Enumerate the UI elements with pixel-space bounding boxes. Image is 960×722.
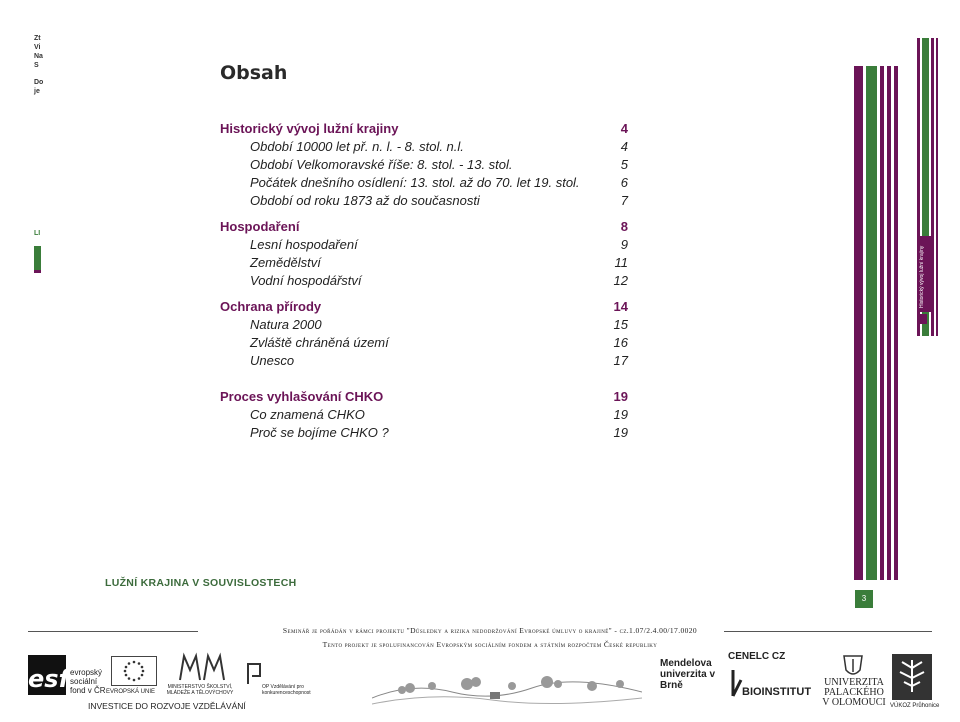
toc-section[interactable] — [220, 388, 628, 406]
esf-text: evropský sociální fond v ČR — [70, 668, 106, 695]
cenelc-text: CENELC CZ — [728, 651, 786, 662]
project-line-2: Tento projekt je spolufinancován Evropským sociálním fondem a státním rozpočtem České republiky — [322, 640, 658, 649]
toc-entry-page: 19 — [613, 425, 628, 440]
side-page-box — [917, 314, 927, 324]
toc-entry-page: 4 — [620, 121, 628, 136]
toc-entry-page: 11 — [614, 255, 628, 270]
op-logo — [246, 662, 262, 686]
toc-entry[interactable] — [220, 272, 628, 290]
toc-entry-page: 5 — [620, 157, 628, 172]
project-line-1: Seminář je pořádán v rámci projektu "Důsledky a rizika nedodržování Evropské úmluvy o krajině" - cz.1.07/2.4.00/17.0020 — [282, 626, 698, 635]
toc-entry[interactable] — [220, 334, 628, 352]
toc-entry-title: Období 10000 let př. n. l. - 8. stol. n.l. — [250, 139, 464, 154]
toc-entry-page: 19 — [613, 407, 628, 422]
eu-text: EVROPSKÁ UNIE — [106, 689, 156, 695]
toc-entry-title: Období od roku 1873 až do současnosti — [250, 193, 480, 208]
toc-section[interactable] — [220, 218, 628, 236]
toc-entry[interactable] — [220, 316, 628, 334]
toc-entry-page: 8 — [620, 219, 628, 234]
esf-logo: esf — [28, 655, 66, 695]
toc-entry[interactable] — [220, 236, 628, 254]
toc-entry-title: Historický vývoj lužní krajiny — [220, 121, 399, 136]
toc-entry-title: Zemědělství — [250, 255, 321, 270]
toc-entry-title: Lesní hospodaření — [250, 237, 358, 252]
toc-entry[interactable] — [220, 424, 628, 442]
toc-entry[interactable] — [220, 156, 628, 174]
toc-entry[interactable] — [220, 254, 628, 272]
toc-section[interactable] — [220, 120, 628, 138]
msmt-logo — [178, 652, 230, 682]
toc-entry-title: Natura 2000 — [250, 317, 322, 332]
toc-entry-title: Unesco — [250, 353, 295, 368]
footer-title: LUŽNÍ KRAJINA V SOUVISLOSTECH — [105, 577, 297, 589]
toc-entry-page: 17 — [613, 353, 628, 368]
vukoz-logo — [892, 654, 932, 700]
toc-entry[interactable] — [220, 138, 628, 156]
toc-entry-page: 14 — [613, 299, 628, 314]
toc-entry-title: Proč se bojíme CHKO ? — [250, 425, 389, 440]
toc-entry-title: Hospodaření — [220, 219, 300, 234]
toc-entry-page: 19 — [613, 389, 628, 404]
toc-entry-page: 6 — [620, 175, 628, 190]
page-number: 3 — [855, 590, 873, 608]
left-fragment-bar-accent — [34, 270, 41, 273]
toc-entry-page: 15 — [613, 317, 628, 332]
landscape-illustration — [372, 662, 642, 712]
msmt-text: MINISTERSTVO ŠKOLSTVÍ, MLÁDEŽE A TĚLOVÝCHOVY — [166, 684, 234, 696]
toc-entry-page: 4 — [620, 139, 628, 154]
side-label: Historický vývoj lužní krajiny — [919, 245, 925, 308]
left-fragment-bar — [34, 246, 41, 270]
toc-entry-page: 12 — [613, 273, 628, 288]
toc-entry-title: Co znamená CHKO — [250, 407, 365, 422]
toc-entry-page: 7 — [620, 193, 628, 208]
toc-entry-title: Počátek dnešního osídlení: 13. stol. až do 70. let 19. stol. — [250, 175, 580, 190]
toc-entry[interactable] — [220, 406, 628, 424]
toc-entry-page: 9 — [620, 237, 628, 252]
op-text: OP Vzdělávání pro konkurenceschopnost — [262, 684, 311, 696]
up-text: UNIVERZITA PALACKÉHO V OLOMOUCI — [822, 677, 886, 708]
left-fragment-heading: LI — [34, 230, 41, 237]
bioinstitut-text: BIOINSTITUT — [742, 686, 812, 698]
toc-entry[interactable] — [220, 192, 628, 210]
left-fragment-text: Zt Vi Na S Do je — [34, 35, 44, 95]
invest-text: INVESTICE DO ROZVOJE VZDĚLÁVÁNÍ — [88, 701, 246, 711]
toc-entry-title: Zvláště chráněná území — [250, 335, 389, 350]
toc-entry-title: Ochrana přírody — [220, 299, 322, 314]
table-of-contents — [220, 120, 628, 442]
toc-entry[interactable] — [220, 174, 628, 192]
toc-entry-title: Období Velkomoravské říše: 8. stol. - 13. stol. — [250, 157, 513, 172]
toc-entry-page: 16 — [613, 335, 628, 350]
toc-section[interactable] — [220, 298, 628, 316]
up-emblem — [842, 654, 864, 678]
toc-entry[interactable] — [220, 352, 628, 370]
toc-entry-title: Proces vyhlašování CHKO — [220, 389, 384, 404]
side-label-box — [917, 236, 931, 312]
eu-flag-logo — [111, 656, 157, 686]
page-title: Obsah — [220, 62, 288, 84]
vukoz-text: VÚKOZ Průhonice — [890, 703, 940, 709]
mendel-text: Mendelova univerzita v Brně — [660, 658, 716, 691]
toc-entry-title: Vodní hospodářství — [250, 273, 362, 288]
